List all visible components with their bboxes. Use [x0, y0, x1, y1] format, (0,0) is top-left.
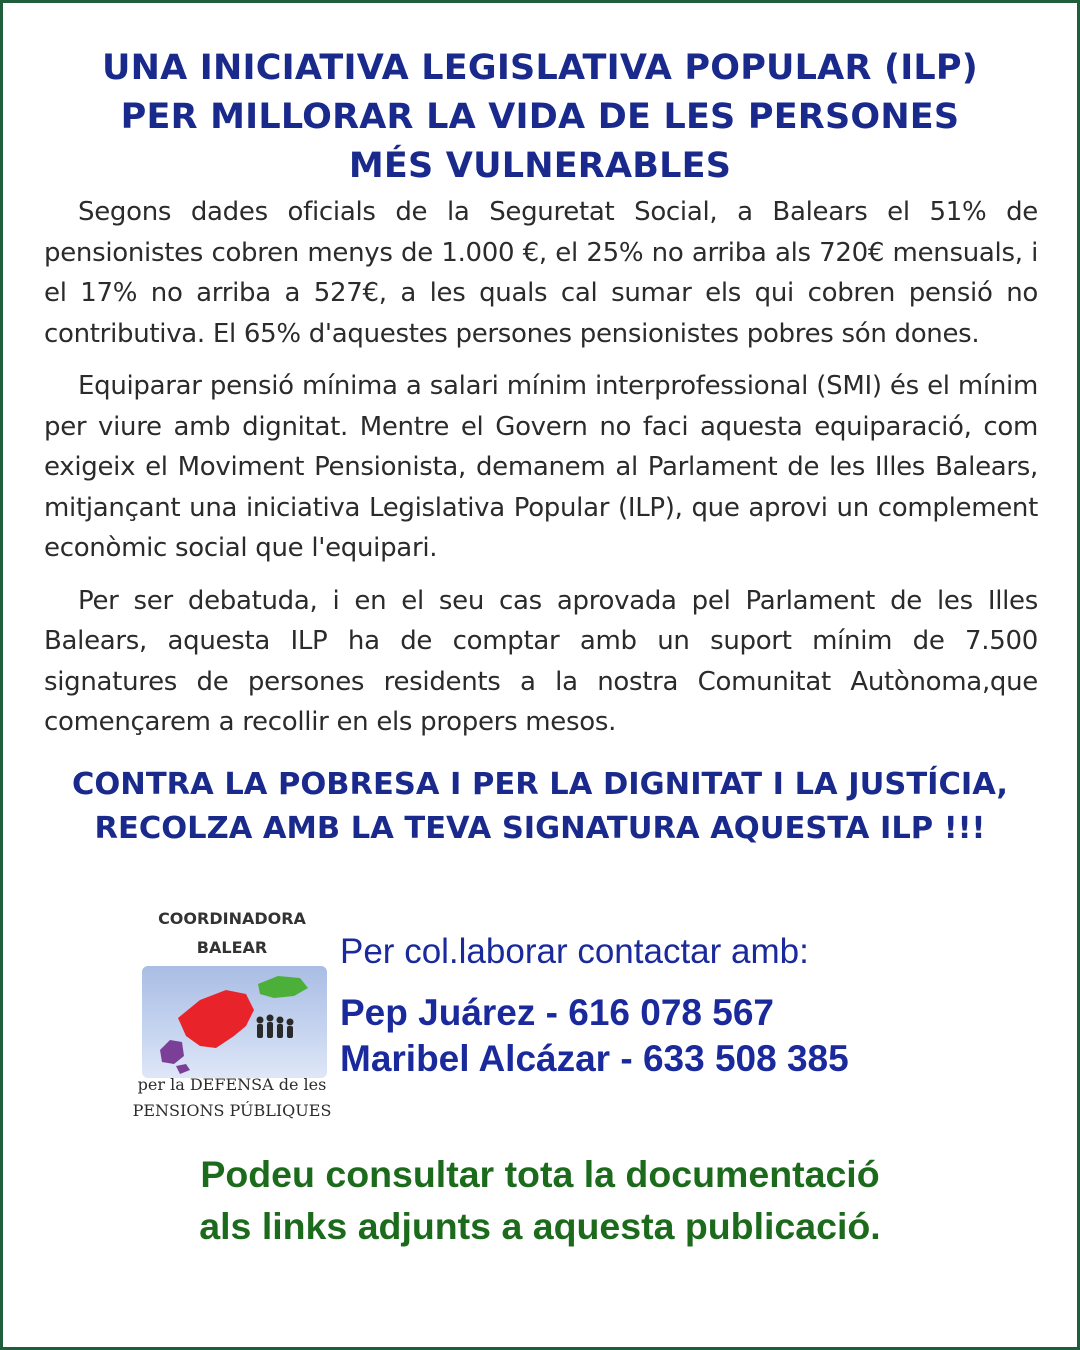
title-line-2: PER MILLORAR LA VIDA DE LES PERSONES [120, 97, 960, 137]
footer-line-2: als links adjunts a aquesta publicació. [199, 1205, 881, 1247]
logo-bottom-text [126, 1072, 338, 1124]
callout-line-1: CONTRA LA POBRESA I PER LA DIGNITAT I LA JUSTÍCIA, [72, 767, 1008, 802]
title-line-1: UNA INICIATIVA LEGISLATIVA POPULAR (ILP) [102, 48, 978, 88]
footer-note [60, 1148, 1020, 1252]
logo-text-line-4: PENSIONS PÚBLIQUES [132, 1101, 332, 1120]
logo-text-line-3: per la DEFENSA de les [137, 1075, 327, 1094]
footer-line-1: Podeu consultar tota la documentació [200, 1153, 880, 1195]
logo-text-line-1: COORDINADORA [158, 909, 306, 928]
body-text [44, 192, 1038, 755]
page-title [60, 44, 1020, 191]
paragraph-statistics: Segons dades oficials de la Seguretat Social, a Balears el 51% de pensionistes cobren menys de 1.000 €, el 25% no arriba als 720€ mensuals, i el 17% no arriba a 527€, a les quals cal sumar els qui cobren pensió no contributiva. El 65% d'aquestes persones pensionistes pobres són dones. [44, 197, 1038, 349]
paragraph-signatures: Per ser debatuda, i en el seu cas aprovada pel Parlament de les Illes Balears, aquesta ILP ha de comptar amb un suport mínim de 7.500 signatures de persones residents a la nostra Comunitat Autònoma,que començarem a recollir en els propers mesos. [44, 585, 1038, 737]
callout-banner [30, 763, 1050, 851]
contact-pep-juarez: Pep Juárez - 616 078 567 [340, 992, 775, 1033]
contact-intro: Per col.laborar contactar amb: [340, 932, 809, 971]
logo-top-text [126, 904, 338, 962]
callout-line-2: RECOLZA AMB LA TEVA SIGNATURA AQUESTA ILP !!! [94, 811, 986, 846]
contact-maribel-alcazar: Maribel Alcázar - 633 508 385 [340, 1038, 849, 1079]
title-line-3: MÉS VULNERABLES [348, 146, 732, 186]
paragraph-proposal: Equiparar pensió mínima a salari mínim interprofessional (SMI) és el mínim per viure amb dignitat. Mentre el Govern no faci aquesta equiparació, com exigeix el Moviment Pensionista, demanem al Parlament de les Illes Balears, mitjançant una iniciativa Legislativa Popular (ILP), que aprovi un complement econòmic social que l'equipari. [44, 371, 1038, 563]
coordinadora-logo [126, 896, 338, 1132]
logo-text-line-2: BALEAR [196, 938, 268, 957]
balearic-islands-map-icon [142, 966, 327, 1078]
